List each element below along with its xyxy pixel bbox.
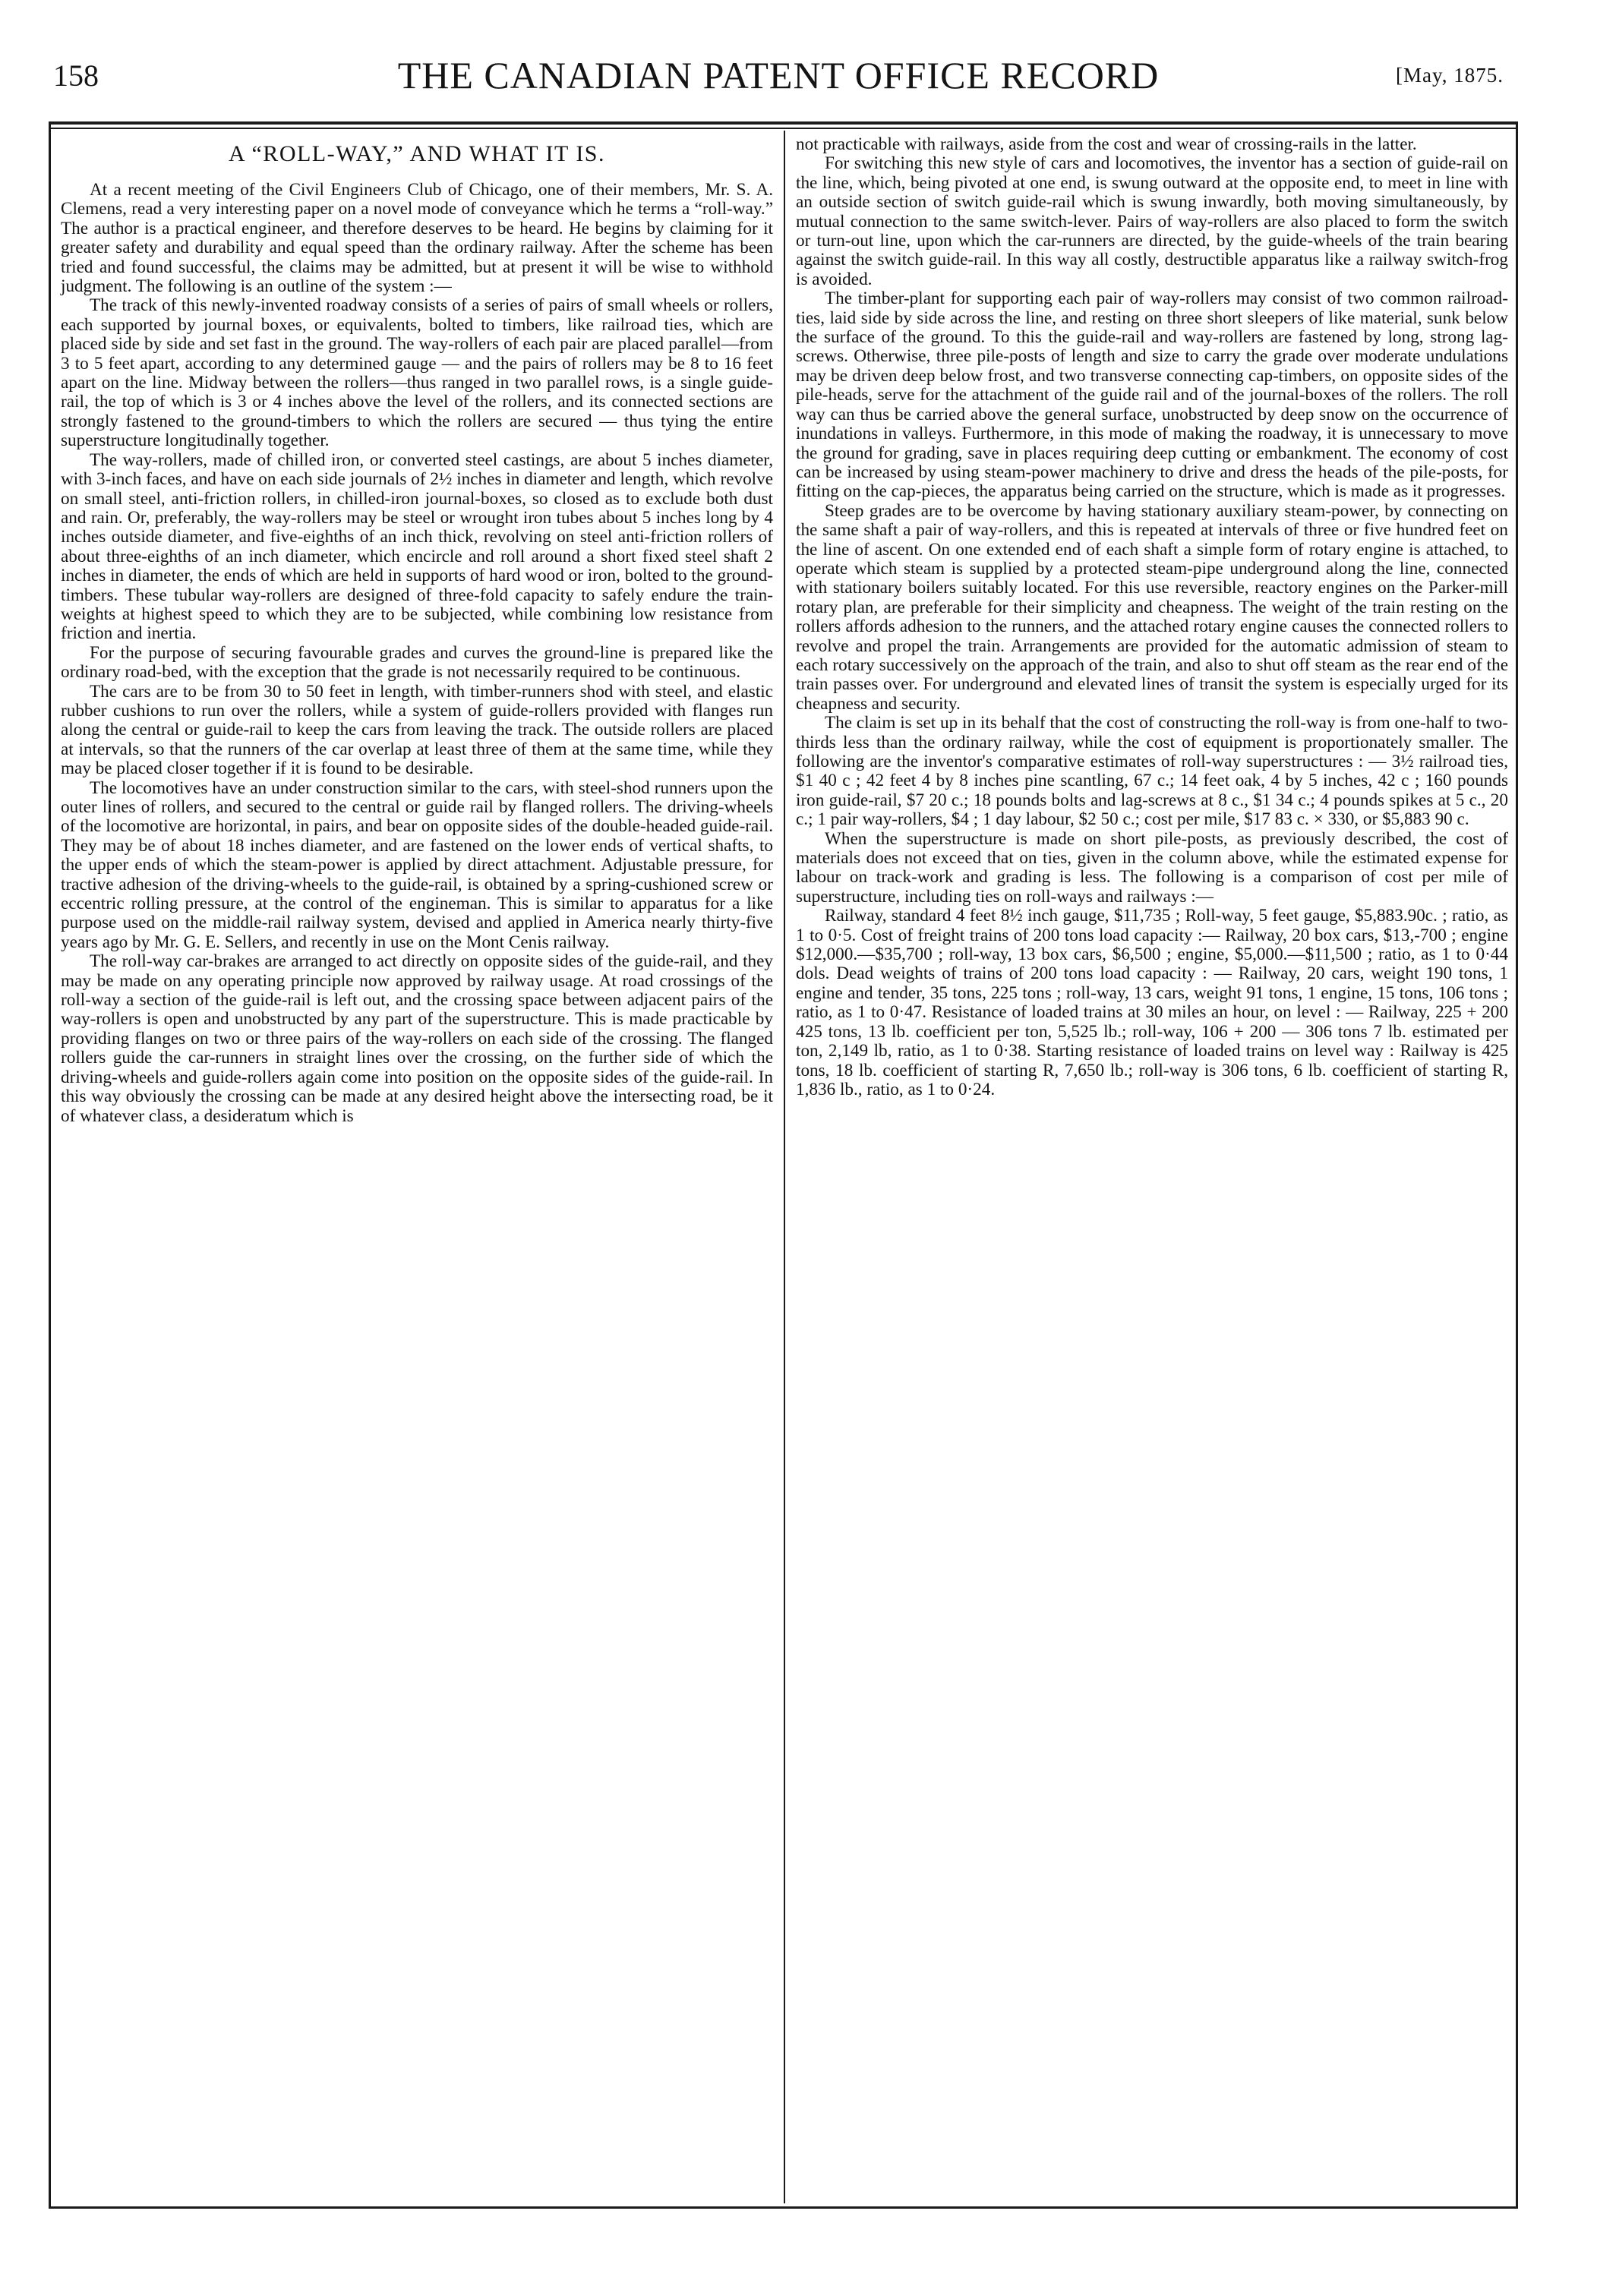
left-column xyxy=(61,135,773,1126)
paragraph: The locomotives have an under construction similar to the cars, with steel-shod runners upon the outer lines of rollers, and secured to the central or guide rail by flanged rollers. The driving-wheels of the locomotive are horizontal, in pairs, and bear on opposite sides of the double-headed guide-rail. They may be of about 18 inches diameter, and are fastened on the lower ends of vertical shafts, to the upper ends of which the steam-power is applied by direct attachment. Adjustable pressure, for tractive adhesion of the driving-wheels to the guide-rail, is obtained by a spring-cushioned screw or eccentric rolling pressure, at the control of the engineman. This is similar to apparatus for a like purpose used on the middle-rail railway system, devised and applied in America nearly thirty-five years ago by Mr. G. E. Sellers, and recently in use on the Mont Cenis railway. xyxy=(61,777,773,952)
page-number: 158 xyxy=(53,58,99,93)
left-border-rule xyxy=(49,125,51,2209)
page-header xyxy=(53,53,1504,106)
paragraph: Steep grades are to be overcome by having stationary auxiliary steam-power, by connecting on the same shaft a pair of way-rollers, and this is repeated at intervals of three or five hundred feet on the line of ascent. On one extended end of each shaft a simple form of rotary engine is attached, to operate which steam is supplied by a protected steam-pipe underground along the line, connected with stationary boilers suitably located. For this use reversible, reactory engines on the Parker-mill rotary plan, are preferable for their simplicity and cheapness. The weight of the train resting on the rollers affords adhesion to the runners, and the attached rotary engine causes the connected rollers to revolve and propel the train. Arrangements are provided for the automatic admission of steam to each rotary successively on the approach of the train, and also to shut off steam as the rear end of the train passes over. For underground and elevated lines of transit the system is especially urged for its cheapness and security. xyxy=(796,500,1508,714)
running-title: THE CANADIAN PATENT OFFICE RECORD xyxy=(397,54,1160,96)
right-border-rule xyxy=(1516,125,1518,2209)
paragraph: The timber-plant for supporting each pair of way-rollers may consist of two common railroad-ties, laid side by side across the line, and resting on three short sleepers of like material, sunk below the surface of the ground. To this the guide-rail and way-rollers are fastened by long, strong lag-screws. Otherwise, three pile-posts of length and size to carry the grade over moderate undulations may be driven deep below frost, and two transverse connecting cap-timbers, on opposite sides of the pile-heads, serve for the attachment of the guide rail and of the journal-boxes of the rollers. The roll way can thus be carried above the general surface, unobstructed by deep snow on the occurrence of inundations in valleys. Furthermore, in this mode of making the roadway, it is unnecessary to move the ground for grading, save in places requiring deep cutting or embankment. The economy of cost can be increased by using steam-power machinery to drive and dress the heads of the pile-posts, for fitting on the cap-pieces, the apparatus being carried on the structure, which is made as it progresses. xyxy=(796,289,1508,502)
footer-rule xyxy=(49,2206,1518,2209)
article-title: A “ROLL-WAY,” AND WHAT IT IS. xyxy=(228,141,605,166)
paragraph: At a recent meeting of the Civil Engineers Club of Chicago, one of their members, Mr. S. A. Clemens, read a very interesting paper on a novel mode of conveyance which he terms a “roll-way.” The author is a practical engineer, and therefore deserves to be heard. He begins by claiming for it greater safety and durability and equal speed than the ordinary railway. After the scheme has been tried and found successful, the claims may be admitted, but at present it will be wise to withhold judgment. The following is an outline of the system :— xyxy=(61,180,773,297)
right-column xyxy=(796,135,1508,1099)
header-date: [May, 1875. xyxy=(1396,64,1504,87)
column-divider xyxy=(784,131,785,2203)
paragraph: The cars are to be from 30 to 50 feet in length, with timber-runners shod with steel, and elastic rubber cushions to run over the rollers, while a system of guide-rollers provided with flanges run along the central or guide-rail to keep the cars from leaving the track. The outside rollers are placed at intervals, so that the runners of the car overlap at least three of them at the same time, while they may be placed closer together if it is found to be desirable. xyxy=(61,681,773,779)
header-rule-thin xyxy=(49,128,1518,129)
paragraph: The way-rollers, made of chilled iron, or converted steel castings, are about 5 inches diameter, with 3-inch faces, and have on each side journals of 2½ inches in diameter and length, which revolve on small steel, anti-friction rollers, in chilled-iron journal-boxes, so closed as to exclude both dust and rain. Or, preferably, the way-rollers may be steel or wrought iron tubes about 5 inches long by 4 inches outside diameter, and five-eighths of an inch thick, revolving on steel anti-friction rollers of about three-eighths of an inch diameter, which encircle and roll around a short fixed steel shaft 2 inches in diameter, the ends of which are held in supports of hard wood or iron, bolted to the ground-timbers. These tubular way-rollers are designed of three-fold capacity to safely endure the train-weights at highest speed to which they are to be subjected, while combining low resistance from friction and inertia. xyxy=(61,449,773,644)
header-rule-thick xyxy=(49,121,1518,125)
paragraph-continued: not practicable with railways, aside from the cost and wear of crossing-rails in the latter. xyxy=(796,134,1417,154)
paragraph: The track of this newly-invented roadway consists of a series of pairs of small wheels or rollers, each supported by journal boxes, or equivalents, bolted to timbers, like railroad ties, which are placed side by side and set fast in the ground. The way-rollers of each pair are placed parallel—from 3 to 5 feet apart, according to any determined gauge — and the pairs of rollers may be 8 to 16 feet apart on the line. Midway between the rollers—thus ranged in two parallel rows, is a single guide-rail, the top of which is 3 or 4 inches above the level of the rollers, and its connected sections are strongly fastened to the ground-timbers to which the rollers are secured — thus tying the entire superstructure longitudinally together. xyxy=(61,295,773,451)
paragraph: The roll-way car-brakes are arranged to act directly on opposite sides of the guide-rail, and they may be made on any operating principle now approved by railway usage. At road crossings of the roll-way a section of the guide-rail is left out, and the crossing space between adjacent pairs of the way-rollers is open and unobstructed by any part of the superstructure. This is made practicable by providing flanges on two or three pairs of the way-rollers on each side of the crossing. The flanged rollers guide the car-runners in straight lines over the crossing, on the further side of which the driving-wheels and guide-rollers again come into position on the opposite sides of the guide-rail. In this way obviously the crossing can be made at any desired height above the intersecting road, be it of whatever class, a desideratum which is xyxy=(61,951,773,1126)
paragraph: When the superstructure is made on short pile-posts, as previously described, the cost of materials does not exceed that on ties, given in the column above, while the estimated expense for labour on track-work and grading is less. The following is a comparison of cost per mile of superstructure, including ties on roll-ways and railways :— xyxy=(796,828,1508,907)
paragraph: The claim is set up in its behalf that the cost of constructing the roll-way is from one-half to two-thirds less than the ordinary railway, while the cost of equipment is proportionately smaller. The following are the inventor's comparative estimates of roll-way superstructures : — 3½ railroad ties, $1 40 c ; 42 feet 4 by 8 inches pine scantling, 67 c.; 14 feet oak, 4 by 5 inches, 42 c ; 160 pounds iron guide-rail, $7 20 c.; 18 pounds bolts and lag-screws at 8 c., $1 34 c.; 4 pounds spikes at 5 c., 20 c.; 1 pair way-rollers, $4 ; 1 day labour, $2 50 c.; cost per mile, $17 83 c. × 330, or $5,883 90 c. xyxy=(796,713,1508,830)
paragraph: For the purpose of securing favourable grades and curves the ground-line is prepared like the ordinary road-bed, with the exception that the grade is not necessarily required to be continuous. xyxy=(61,642,773,683)
paragraph: For switching this new style of cars and locomotives, the inventor has a section of guide-rail on the line, which, being pivoted at one end, is swung outward at the opposite end, to meet in line with an outside section of switch guide-rail which is swung inwardly, both moving simultaneously, by mutual connection to the same switch-lever. Pairs of way-rollers are also placed to form the switch or turn-out line, upon which the car-runners are directed, by the guide-wheels of the train bearing against the switch guide-rail. In this way all costly, destructible apparatus like a railway switch-frog is avoided. xyxy=(796,153,1508,289)
paragraph: Railway, standard 4 feet 8½ inch gauge, $11,735 ; Roll-way, 5 feet gauge, $5,883.90c. ; ratio, as 1 to 0·5. Cost of freight trains of 200 tons load capacity :— Railway, 20 box cars, $13,-700 ; engine $12,000.—$35,700 ; roll-way, 13 box cars, $6,500 ; engine, $5,000.—$11,500 ; ratio, as 1 to 0·44 dols. Dead weights of trains of 200 tons load capacity : — Railway, 20 cars, weight 190 tons, 1 engine and tender, 35 tons, 225 tons ; roll-way, 13 cars, weight 91 tons, 1 engine, 15 tons, 106 tons ; ratio, as 1 to 0·47. Resistance of loaded trains at 30 miles an hour, on level : — Railway, 225 + 200 425 tons, 13 lb. coefficient per ton, 5,525 lb.; roll-way, 106 + 200 — 306 tons 7 lb. estimated per ton, 2,149 lb, ratio, as 1 to 0·38. Starting resistance of loaded trains on level way : Railway is 425 tons, 18 lb. coefficient of starting R, 7,650 lb.; roll-way is 306 tons, 6 lb. coefficient of starting R, 1,836 lb., ratio, as 1 to 0·24. xyxy=(796,906,1508,1099)
